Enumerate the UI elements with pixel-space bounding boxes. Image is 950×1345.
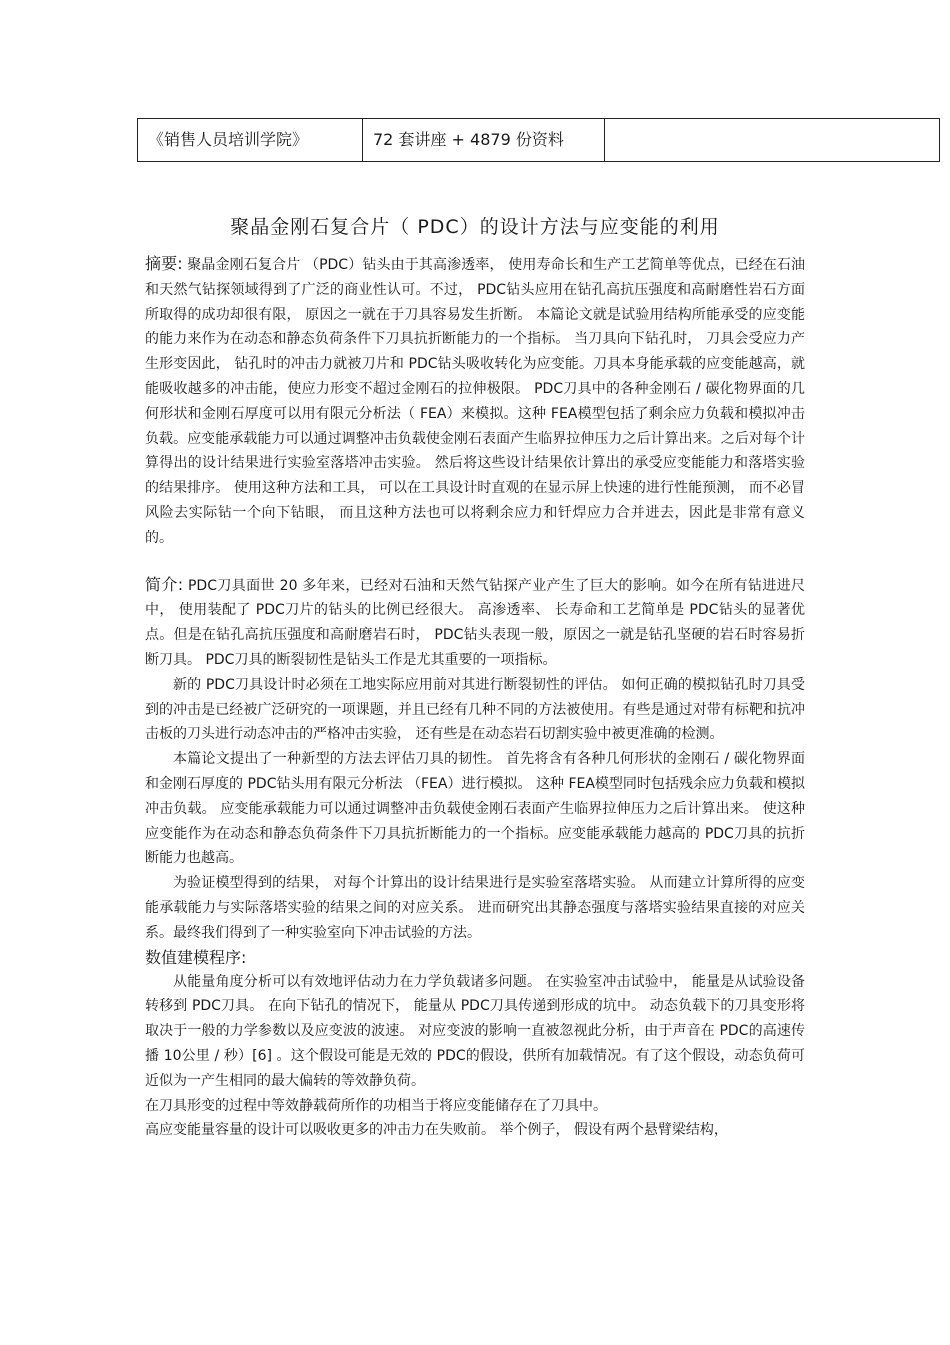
header-cell-empty bbox=[605, 119, 939, 161]
intro-paragraph-2: 新的 PDC刀具设计时必须在工地实际应用前对其进行断裂韧性的评估。 如何正确的模拟钻孔时刀具受到的冲击是已经被广泛研究的一项课题，并且已经有几种不同的方法被使用。有些是通过对带有标靶和抗冲击板的刀头进行动态冲击的严格冲击实验， 还有些是在动态岩石切割实验中被更准确的检测。 bbox=[145, 676, 805, 743]
numerical-paragraph-3: 高应变能量容量的设计可以吸收更多的冲击力在失败前。 举个例子， 假设有两个悬臂梁结构， bbox=[145, 1122, 728, 1139]
abstract-text: 聚晶金刚石复合片 （PDC）钻头由于其高渗透率， 使用寿命长和生产工艺简单等优点，已经在石油和天然气钻探领域得到了广泛的商业性认可。不过， PDC钻头应用在钻孔高抗压强度和高耐磨性岩石方面所取得的成功却很有限， 原因之一就在于刀具容易发生折断。 本篇论文就是试验用结构所能承受的应变能的能力来作为在动态和静态负荷条件下刀具抗折断能力的一个指标。 当刀具向下钻孔时， 刀具会受应力产生形变因此， 钻孔时的冲击力就被刀片和 PDC钻头吸收转化为应变能。刀具本身能承载的应变能越高，就能吸收越多的冲击能，使应力形变不超过金刚石的拉伸极限。 PDC刀具中的各种金刚石 / 碳化物界面的几何形状和金刚石厚度可以用有限元分析法（ FEA）来模拟。这种 FEA模型包括了剩余应力负载和模拟冲击负载。应变能承载能力可以通过调整冲击负载使金刚石表面产生临界拉伸压力之后计算出来。之后对每个计算得出的设计结果进行实验室落塔冲击实验。 然后将这些设计结果依计算出的承受应变能能力和落塔实验的结果排序。 使用这种方法和工具， 可以在工具设计时直观的在显示屏上快速的进行性能预测， 而不必冒风险去实际钻一个向下钻眼， 而且这种方法也可以将剩余应力和钎焊应力合并进去，因此是非常有意义的。 bbox=[145, 257, 805, 546]
numerical-paragraph-1: 从能量角度分析可以有效地评估动力在力学负载诸多问题。 在实验室冲击试验中， 能量是从试验设备转移到 PDC刀具。 在向下钻孔的情况下， 能量从 PDC刀具传递到形成的坑中。 动态负载下的刀具变形将取决于一般的力学参数以及应变波的波速。 对应变波的影响一直被忽视此分析，由于声音在 PDC的高速传播 10公里 / 秒）[6] 。这个假设可能是无效的 PDC的假设，供所有加载情况。有了这个假设，动态负荷可近似为一产生相同的最大偏转的等效静负荷。 bbox=[145, 973, 805, 1089]
document-body bbox=[145, 252, 805, 1143]
header-table bbox=[137, 118, 940, 162]
intro-label: 简介: bbox=[145, 574, 184, 594]
intro-paragraph-1 bbox=[145, 573, 805, 673]
intro-text-1: PDC刀具面世 20 多年来，已经对石油和天然气钻探产业产生了巨大的影响。如今在所有钻进进尺中， 使用装配了 PDC刀片的钻头的比例已经很大。 高渗透率、 长寿命和工艺简单是 PDC钻头的显著优点。但是在钻孔高抗压强度和高耐磨岩石时， PDC钻头表现一般，原因之一就是钻孔坚硬的岩石时容易折断刀具。 PDC刀具的断裂韧性是钻头工作是尤其重要的一项指标。 bbox=[145, 577, 805, 668]
intro-paragraph-3: 本篇论文提出了一种新型的方法去评估刀具的韧性。 首先将含有各种几何形状的金刚石 / 碳化物界面和金刚石厚度的 PDC钻头用有限元分析法 （FEA）进行模拟。 这种 FEA模型同时包括残余应力负载和模拟冲击负载。 应变能承载能力可以通过调整冲击负载使金刚石表面产生临界拉伸压力之后计算出来。 使这种应变能作为在动态和静态负荷条件下刀具抗折断能力的一个指标。应变能承载能力越高的 PDC刀具的抗折断能力也越高。 bbox=[145, 751, 805, 867]
abstract-label: 摘要: bbox=[145, 254, 183, 273]
numerical-paragraph-2: 在刀具形变的过程中等效静载荷所作的功相当于将应变能储存在了刀具中。 bbox=[145, 1097, 607, 1114]
numerical-heading: 数值建模程序: bbox=[145, 947, 247, 967]
document-title: 聚晶金刚石复合片（ PDC）的设计方法与应变能的利用 bbox=[230, 216, 720, 238]
header-cell-training-academy: 《销售人员培训学院》 bbox=[138, 119, 363, 161]
header-cell-lectures: 72 套讲座 + 4879 份资料 bbox=[363, 119, 605, 161]
intro-paragraph-4: 为验证模型得到的结果， 对每个计算出的设计结果进行是实验室落塔实验。 从而建立计算所得的应变能承载能力与实际落塔实验的结果之间的对应关系。 进而研究出其静态强度与落塔实验结果直接的对应关系。最终我们得到了一种实验室向下冲击试验的方法。 bbox=[145, 875, 805, 941]
abstract-paragraph bbox=[145, 252, 805, 551]
